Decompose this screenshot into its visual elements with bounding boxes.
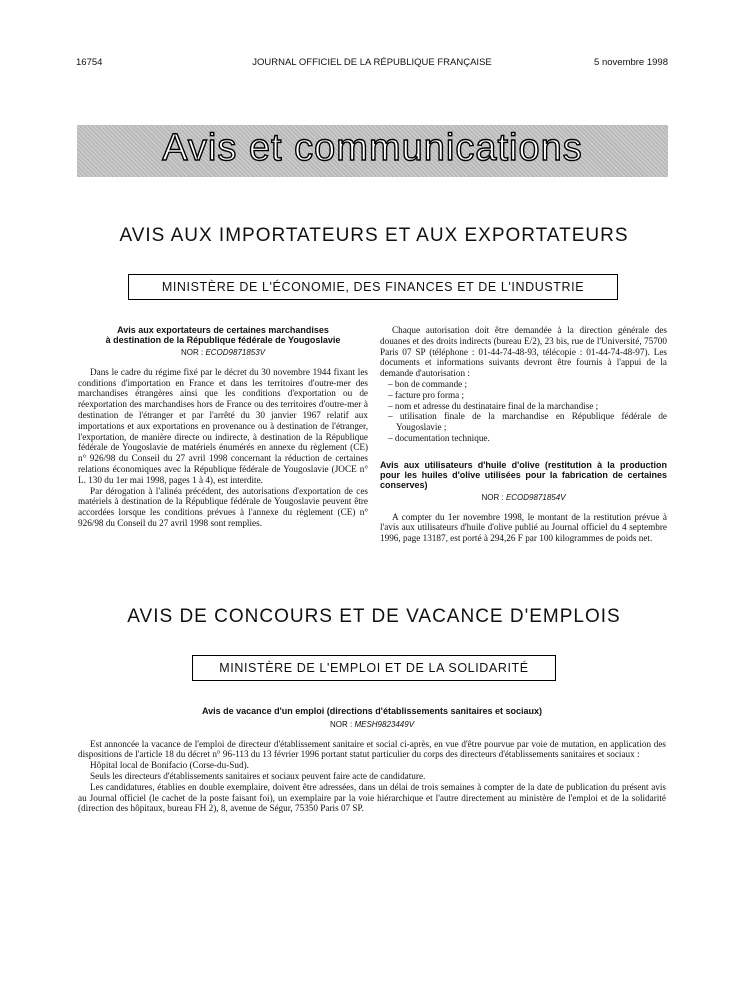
ministry-box-economie [128,274,618,300]
paragraph: Seuls les directeurs d'établissements sanitaires et sociaux peuvent faire acte de candidature. [90,770,426,781]
publication-date: 5 novembre 1998 [594,57,668,68]
section-heading-concours: AVIS DE CONCOURS ET DE VACANCE D'EMPLOIS [127,606,621,627]
paragraph: Les candidatures, établies en double exemplaire, doivent être adressées, dans un délai de trois semaines à compter de la date de publication du présent avis au Journal officiel (le cachet de la poste faisant foi), un exemplaire par la voie hiérarchique et l'autre directement au ministère de l'emploi et de la solidarité (direction des hôpitaux, bureau FH 2), 8, avenue de Ségur, 75350 Paris 07 SP. [78,781,666,814]
section-heading-importateurs: AVIS AUX IMPORTATEURS ET AUX EXPORTATEURS [119,225,629,246]
paragraph: Dans le cadre du régime fixé par le décret du 30 novembre 1944 fixant les conditions d'importation en France et dans les territoires d'outre-mer des marchandises étrangères ainsi que les conditions d'exportation ou de réexportation des marchandises hors de France ou des territoires d'outre-mer à destination de l'étranger et par l'arrêté du 30 janvier 1967 relatif aux importations et aux exportations en provenance ou à destination de l'étranger, l'exportation, de manière directe ou indirecte, à destination de la République fédérale de Yougoslavie de matériels énumérés en annexe du règlement (CE) n° 926/98 du Conseil du 27 avril 1998 concernant la réduction de certaines relations économiques avec la République fédérale de Yougoslavie (JOCE n° L. 130 du 1er mai 1998, pages 1 à 4), est interdite. [78,366,368,485]
list-item: – documentation technique. [380,433,667,444]
list-item: – utilisation finale de la marchandise en République fédérale de Yougoslavie ; [380,411,667,433]
page-number: 16754 [76,57,103,68]
nor-reference: NOR : ECOD9871853V [180,348,266,357]
avis-title: Avis aux utilisateurs d'huile d'olive (restitution à la production pour les huiles d'olive utilisées pour la fabrication de certaines conserves) [380,459,667,490]
avis-title: Avis aux exportateurs de certaines marchandises à destination de la République fédérale de Yougoslavie [105,325,341,345]
avis-title: Avis de vacance d'un emploi (directions d'établissements sanitaires et sociaux) [201,706,543,716]
banner-title: Avis et communications [162,127,583,169]
right-column [380,325,667,544]
ministry-box-emploi [192,655,556,681]
vacance-avis [78,706,666,814]
nor-reference: NOR : ECOD9871854V [481,492,566,502]
ministry-label: MINISTÈRE DE L'ÉCONOMIE, DES FINANCES ET DE L'INDUSTRIE [161,280,585,294]
page-header [76,57,668,71]
nor-reference: NOR : MESH9823449V [329,719,415,729]
journal-title: JOURNAL OFFICIEL DE LA RÉPUBLIQUE FRANÇAISE [252,57,492,68]
paragraph: Par dérogation à l'alinéa précédent, des autorisations d'exportation de ces matériels à destination de la République fédérale de Yougoslavie peuvent être accordées lorsque les conditions prévues à l'annexe du règlement (CE) n° 926/98 du Conseil du 27 avril 1998 sont remplies. [78,485,368,528]
paragraph: A compter du 1er novembre 1998, le montant de la restitution prévue à l'avis aux utilisateurs d'huile d'olive publié au Journal officiel du 4 septembre 1996, page 13187, est porté à 294,26 F par 100 kilogrammes de poids net. [380,511,667,544]
paragraph: Hôpital local de Bonifacio (Corse-du-Sud). [90,760,249,771]
ministry-label: MINISTÈRE DE L'EMPLOI ET DE LA SOLIDARITÉ [219,661,529,675]
list-item: – facture pro forma ; [380,390,667,401]
list-item: – nom et adresse du destinataire final de la marchandise ; [380,401,667,412]
section-banner [77,125,668,177]
paragraph: Est annoncée la vacance de l'emploi de directeur d'établissement sanitaire et social ci-après, en vue d'être pourvue par voie de mutation, en application des dispositions de l'article 18 du décret n° 96-113 du 13 février 1996 portant statut particulier du corps des directeurs d'établissements sanitaires et sociaux : [78,738,666,760]
list-item: – bon de commande ; [380,379,667,390]
document-list [380,379,667,444]
left-column [78,325,368,529]
paragraph: Chaque autorisation doit être demandée à la direction générale des douanes et des droits indirects (bureau E/2), 23 bis, rue de l'Université, 75700 Paris 07 SP (téléphone : 01-44-74-48-93, télécopie : 01-44-74-48-97). Les documents et informations suivants devront être fournis à l'appui de la demande d'autorisation : [380,325,667,379]
